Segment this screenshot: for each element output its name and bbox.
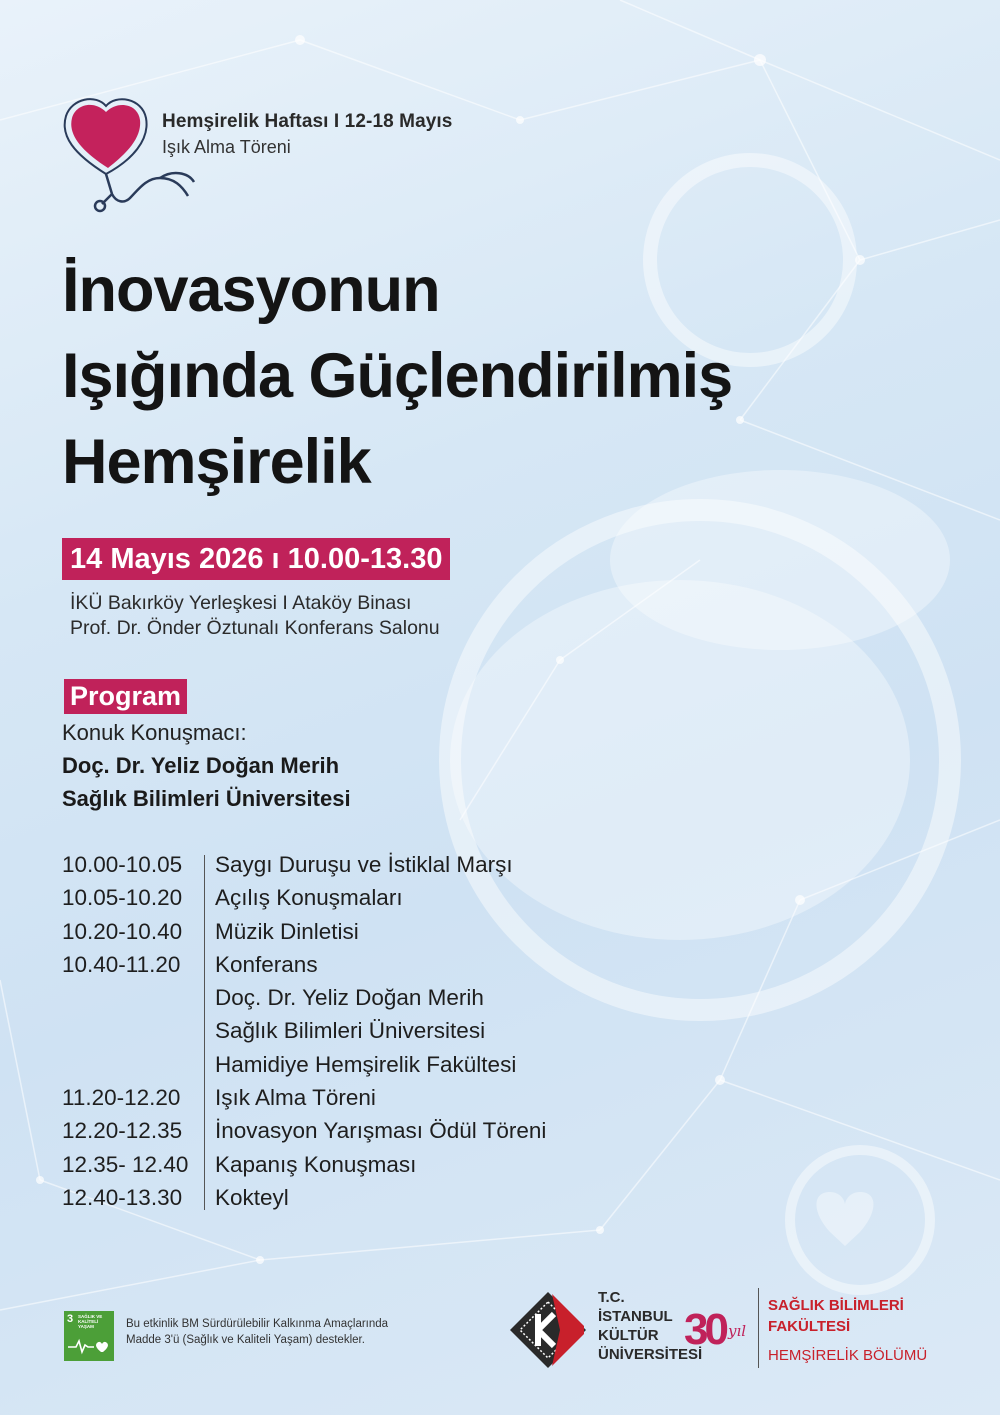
schedule-activity: İnovasyon Yarışması Ödül Töreni <box>215 1118 547 1144</box>
title-line-1: İnovasyonun <box>62 255 440 325</box>
schedule-time: 11.20-12.20 <box>62 1085 181 1111</box>
schedule-row <box>62 1149 682 1182</box>
event-subtitle: Işık Alma Töreni <box>162 137 291 157</box>
anniversary-suffix: yıl <box>728 1322 747 1340</box>
schedule-row <box>62 882 682 915</box>
schedule-row <box>62 1182 682 1215</box>
department-name: HEMŞİRELİK BÖLÜMÜ <box>768 1347 928 1364</box>
title-line-3: Hemşirelik <box>62 427 371 497</box>
schedule-activity: Saygı Duruşu ve İstiklal Marşı <box>215 852 513 877</box>
program-heading: Program <box>64 679 187 714</box>
schedule-time: 12.40-13.30 <box>62 1184 183 1210</box>
venue-line-2: Prof. Dr. Önder Öztunalı Konferans Salonu <box>70 617 440 639</box>
schedule-time: 10.20-10.40 <box>62 918 183 944</box>
page-title <box>62 247 732 505</box>
schedule-activity: Kapanış Konuşması <box>215 1151 417 1177</box>
faculty-name-line-1: SAĞLIK BİLİMLERİ <box>768 1297 904 1314</box>
sdg-number: 3 <box>67 1313 74 1325</box>
sdg-3-badge <box>64 1311 114 1361</box>
schedule-time: 12.35- 12.40 <box>62 1151 189 1177</box>
schedule-row <box>62 1015 682 1048</box>
schedule-row <box>62 1082 682 1115</box>
venue-line-1: İKÜ Bakırköy Yerleşkesi I Ataköy Binası <box>70 592 412 614</box>
schedule-row <box>62 949 682 982</box>
sdg-text-line-1: Bu etkinlik BM Sürdürülebilir Kalkınma Amaçlarında <box>126 1318 389 1330</box>
schedule-row <box>62 849 682 882</box>
schedule-time: 10.00-10.05 <box>62 852 183 877</box>
title-line-2: Işığında Güçlendirilmiş <box>62 341 733 411</box>
schedule-time: 10.40-11.20 <box>62 951 181 977</box>
schedule-list <box>62 849 682 1215</box>
schedule-row <box>62 1115 682 1148</box>
schedule-activity: Sağlık Bilimleri Üniversitesi <box>215 1018 486 1044</box>
university-tc: T.C. <box>598 1289 625 1306</box>
university-emblem-icon <box>508 1290 588 1370</box>
guest-speaker-name: Doç. Dr. Yeliz Doğan Merih <box>62 753 340 778</box>
university-name-line-1: İSTANBUL <box>598 1308 673 1325</box>
heartbeat-icon <box>68 1337 110 1355</box>
sdg-label: SAĞLIK VE KALİTELİ YAŞAM <box>78 1314 103 1329</box>
schedule-row <box>62 982 682 1015</box>
schedule-time: 10.05-10.20 <box>62 885 183 911</box>
schedule-activity: Kokteyl <box>215 1184 289 1210</box>
schedule-time: 12.20-12.35 <box>62 1118 183 1144</box>
schedule-activity: Işık Alma Töreni <box>215 1085 376 1111</box>
university-name-line-3: ÜNİVERSİTESİ <box>598 1346 703 1363</box>
guest-speaker-label: Konuk Konuşmacı: <box>62 720 247 745</box>
schedule-activity: Hamidiye Hemşirelik Fakültesi <box>215 1051 517 1077</box>
faculty-divider <box>758 1288 759 1368</box>
schedule-row <box>62 1049 682 1082</box>
schedule-activity: Doç. Dr. Yeliz Doğan Merih <box>215 985 484 1011</box>
university-name-line-2: KÜLTÜR <box>598 1327 659 1344</box>
faculty-name-line-2: FAKÜLTESİ <box>768 1318 851 1335</box>
schedule-activity: Açılış Konuşmaları <box>215 885 403 911</box>
event-name: Hemşirelik Haftası I 12-18 Mayıs <box>162 111 453 132</box>
schedule-activity: Müzik Dinletisi <box>215 918 359 944</box>
schedule-row <box>62 916 682 949</box>
schedule-activity: Konferans <box>215 951 318 977</box>
guest-speaker-university: Sağlık Bilimleri Üniversitesi <box>62 786 351 811</box>
sdg-text-line-2: Madde 3'ü (Sağlık ve Kaliteli Yaşam) destekler. <box>126 1334 365 1346</box>
anniversary-number: 30 <box>684 1305 725 1354</box>
date-time-badge: 14 Mayıs 2026 ı 10.00-13.30 <box>62 538 450 580</box>
